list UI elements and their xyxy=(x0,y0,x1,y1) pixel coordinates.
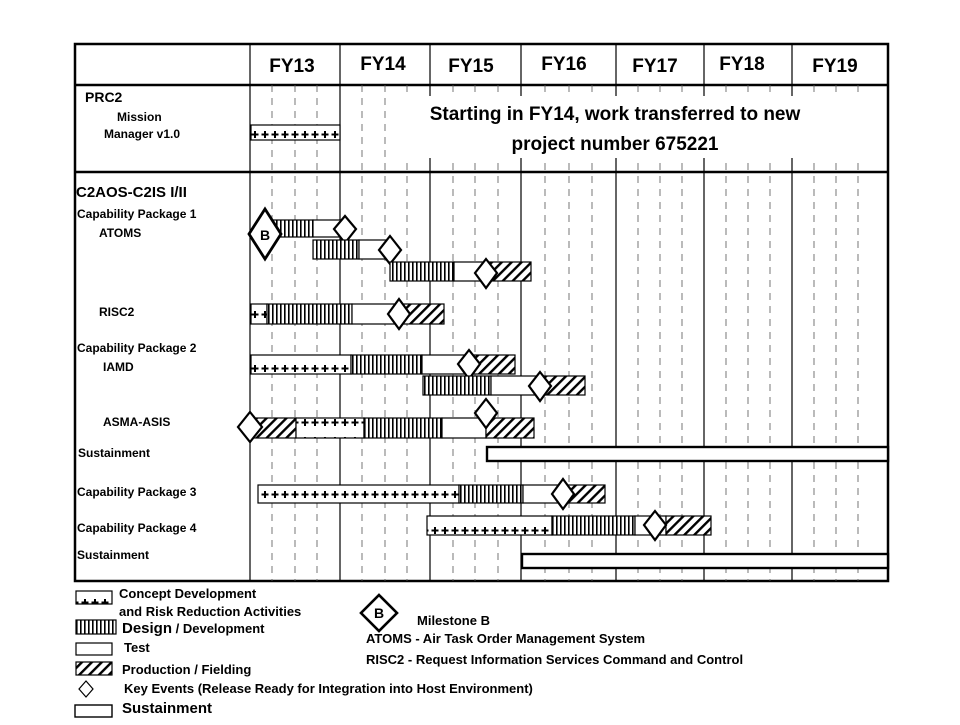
label-asma: ASMA-ASIS xyxy=(103,415,171,429)
label-iamd: IAMD xyxy=(103,360,134,374)
label-cp4: Capability Package 4 xyxy=(77,521,197,535)
bar-iamd1-design xyxy=(351,355,422,374)
bar-sustainment-b xyxy=(522,554,888,568)
legend-key-event-diamond xyxy=(79,681,93,697)
bar-cp4-concept xyxy=(427,516,552,535)
bar-prc2-concept xyxy=(251,125,340,140)
bar-asma-test xyxy=(442,418,486,438)
notice-line2: project number 675221 xyxy=(511,134,719,155)
legend-key-events: Key Events (Release Ready for Integration into Host Environment) xyxy=(124,681,533,696)
bar-cp3-concept xyxy=(258,485,459,503)
year-label-fy19: FY19 xyxy=(812,56,858,77)
bar-atoms2-design xyxy=(313,240,359,259)
legend xyxy=(75,586,743,717)
legend-risc2-definition: RISC2 - Request Information Services Command and Control xyxy=(366,652,744,667)
label-cp2: Capability Package 2 xyxy=(77,341,197,355)
legend-concept-line1: Concept Development xyxy=(119,586,257,601)
legend-test: Test xyxy=(124,640,150,655)
key-event-iamd1 xyxy=(458,350,480,379)
year-label-fy15: FY15 xyxy=(448,56,494,77)
year-label-fy16: FY16 xyxy=(541,54,587,75)
bar-cp3-design xyxy=(459,485,523,503)
legend-swatch-concept xyxy=(76,591,112,604)
year-headers xyxy=(269,54,857,77)
label-atoms: ATOMS xyxy=(99,226,142,240)
legend-design: Design / Development xyxy=(122,620,265,637)
milestone-b-letter: B xyxy=(259,227,271,243)
prc2-title: PRC2 xyxy=(85,89,123,105)
c2aos-title: C2AOS-C2IS I/II xyxy=(76,184,187,201)
bar-cp4-design xyxy=(552,516,635,535)
bar-cp4-production xyxy=(666,516,711,535)
key-event-cp4 xyxy=(644,511,666,540)
legend-swatch-test xyxy=(76,643,112,655)
bar-asma-concept xyxy=(296,418,364,438)
year-label-fy13: FY13 xyxy=(269,56,315,77)
year-label-fy14: FY14 xyxy=(360,54,406,75)
label-cp3: Capability Package 3 xyxy=(77,485,197,499)
year-label-fy17: FY17 xyxy=(632,56,678,77)
bar-iamd1-concept xyxy=(251,355,351,374)
legend-swatch-sustainment xyxy=(75,705,112,717)
bar-asma-design xyxy=(364,418,442,438)
legend-concept-line2: and Risk Reduction Activities xyxy=(119,604,302,619)
legend-swatch-design xyxy=(76,620,116,634)
year-label-fy18: FY18 xyxy=(719,54,765,75)
legend-atoms-definition: ATOMS - Air Task Order Management System xyxy=(366,631,646,646)
bar-asma-production xyxy=(486,418,534,438)
bar-iamd2-design xyxy=(423,376,491,395)
notice-line1: Starting in FY14, work transferred to new xyxy=(429,104,801,125)
prc2-item-line1: Mission xyxy=(117,110,162,124)
bar-risc2-concept xyxy=(251,304,267,324)
bar-risc2-design xyxy=(267,304,352,324)
legend-milestone-b: Milestone B xyxy=(417,613,490,628)
legend-milestone-letter: B xyxy=(373,605,385,621)
label-cp1: Capability Package 1 xyxy=(77,207,197,221)
label-sustainment-b: Sustainment xyxy=(77,548,150,562)
legend-sustainment: Sustainment xyxy=(122,700,213,717)
legend-production: Production / Fielding xyxy=(122,662,252,677)
label-sustainment-a: Sustainment xyxy=(78,446,151,460)
label-risc2: RISC2 xyxy=(99,305,135,319)
bar-sustainment-a xyxy=(487,447,888,461)
key-event-cp3 xyxy=(552,479,574,509)
prc2-item-line2: Manager v1.0 xyxy=(104,127,181,141)
bar-atoms3-design xyxy=(390,262,454,281)
legend-swatch-production xyxy=(76,662,112,675)
